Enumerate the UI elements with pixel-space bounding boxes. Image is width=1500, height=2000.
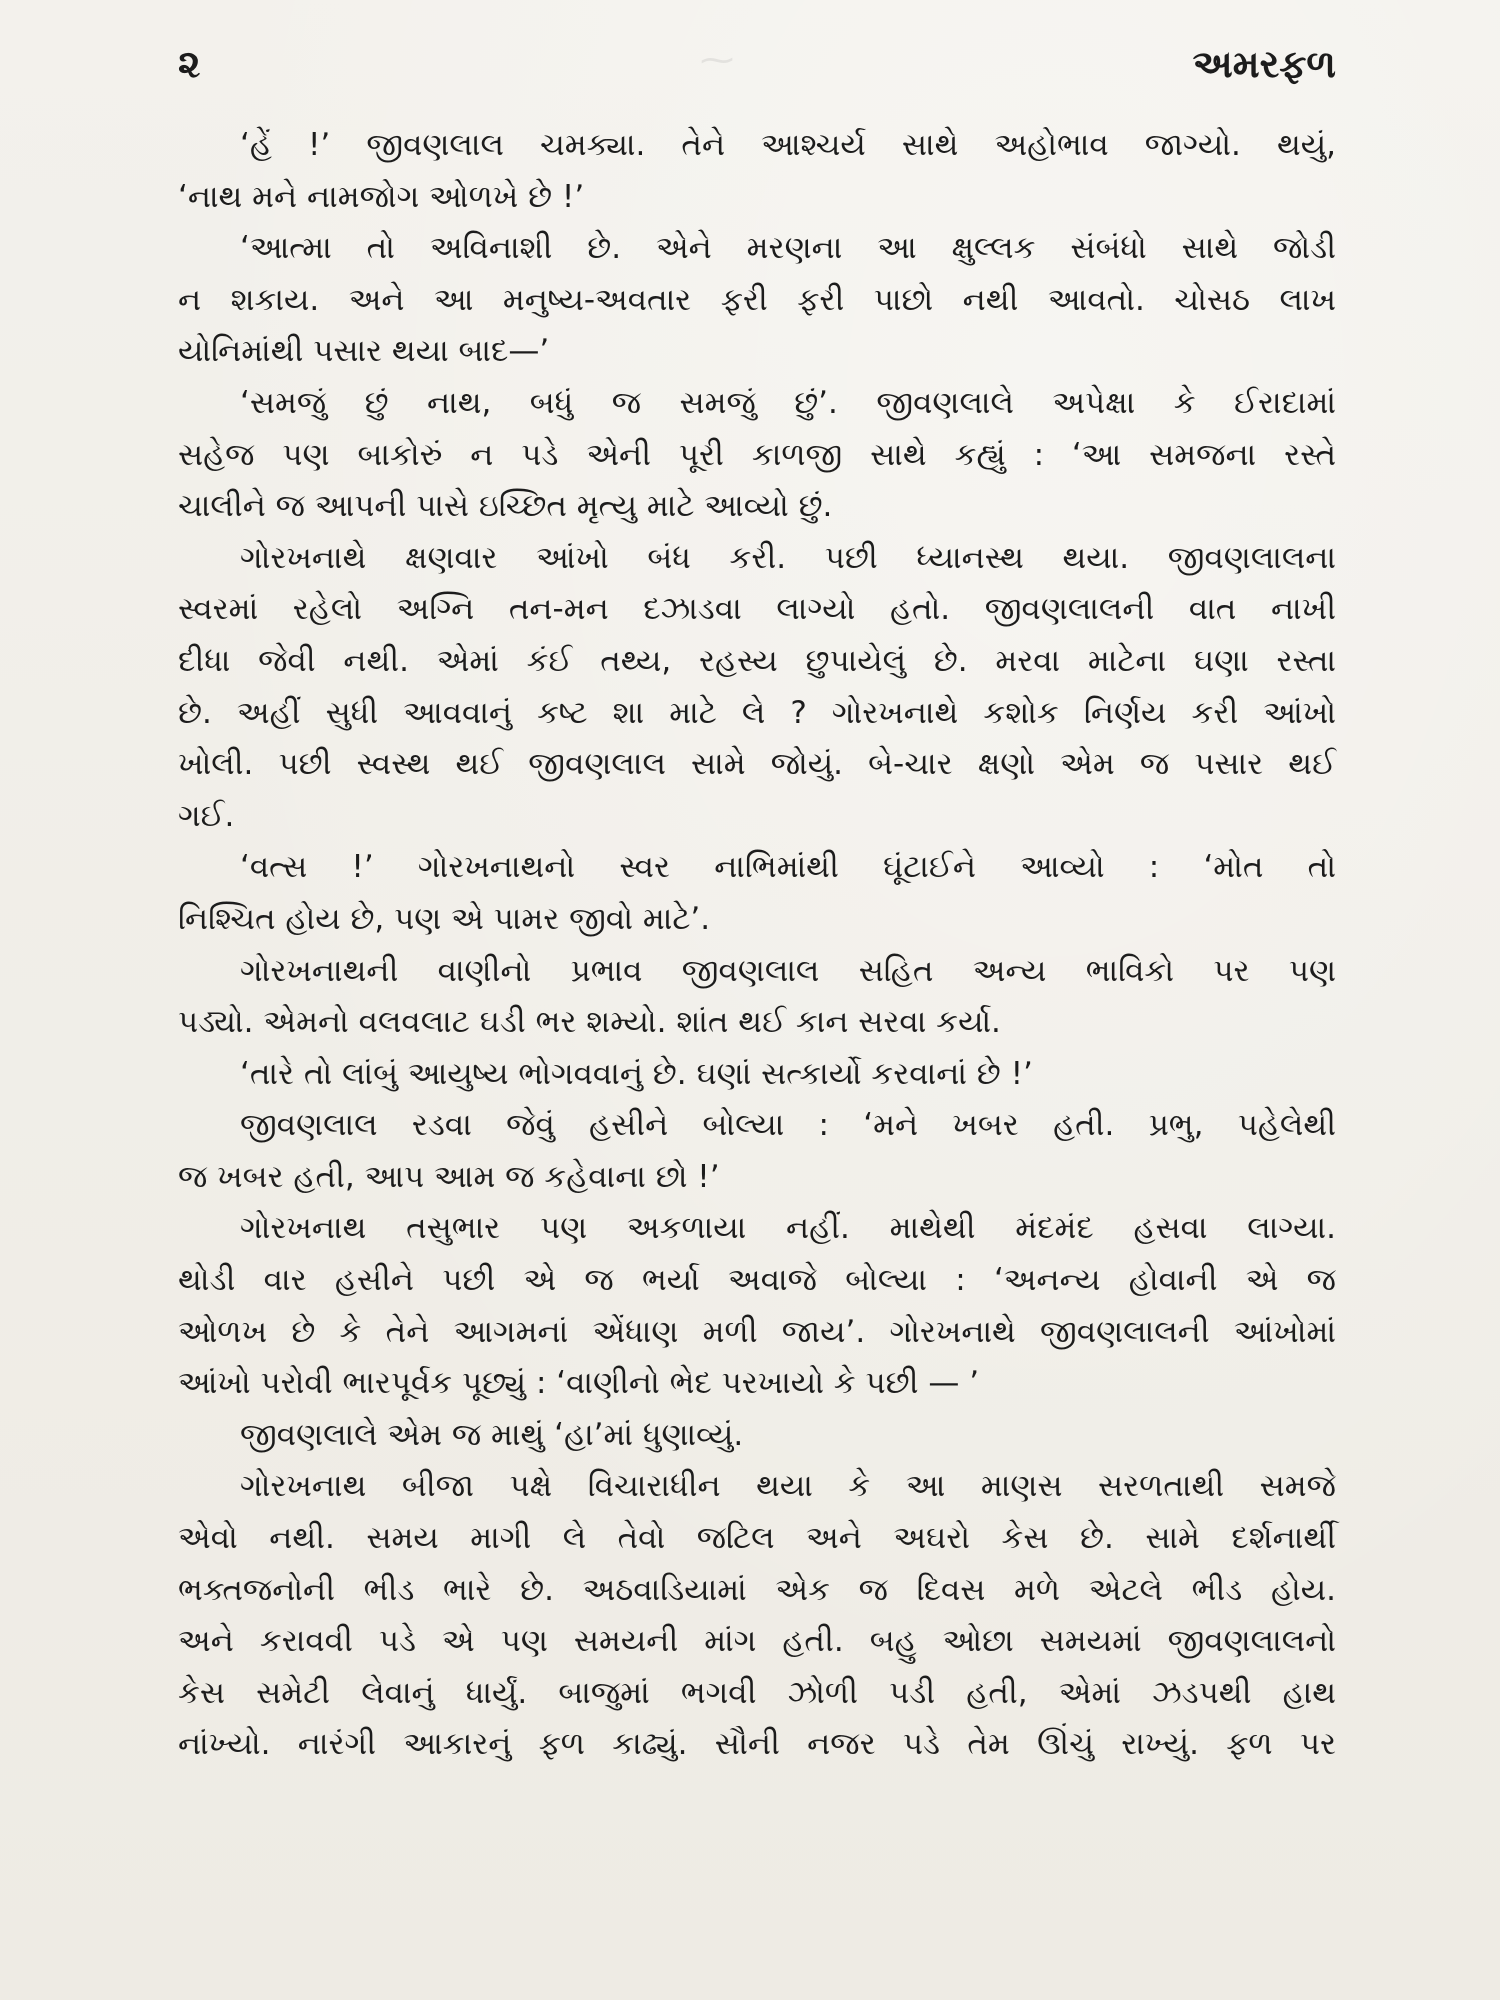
text-line: કેસ સમેટી લેવાનું ધાર્યું. બાજુમાં ભગવી ઝોળી પડી હતી, એમાં ઝડપથી હાથ xyxy=(178,1674,1336,1711)
bleed-through-mark: ⁓ xyxy=(700,40,734,80)
text-line: ગઈ. xyxy=(178,797,235,834)
page-header xyxy=(178,42,1336,102)
page-number: ૨ xyxy=(178,42,201,86)
text-line: ન શકાય. અને આ મનુષ્ય-અવતાર ફરી ફરી પાછો નથી આવતો. ચોસઠ લાખ xyxy=(178,281,1336,318)
text-line: ‘નાથ મને નામજોગ ઓળખે છે !’ xyxy=(178,178,585,215)
text-line: ગોરખનાથ બીજા પક્ષે વિચારાધીન થયા કે આ માણસ સરળતાથી સમજે xyxy=(240,1468,1336,1505)
text-line: નાંખ્યો. નારંગી આકારનું ફળ કાઢ્યું. સૌની નજર પડે તેમ ઊંચું રાખ્યું. ફળ પર xyxy=(178,1726,1336,1763)
text-line: એવો નથી. સમય માગી લે તેવો જટિલ અને અઘરો કેસ છે. સામે દર્શનાર્થી xyxy=(178,1520,1336,1557)
text-line: ‘આત્મા તો અવિનાશી છે. એને મરણના આ ક્ષુલ્લક સંબંધો સાથે જોડી xyxy=(240,230,1336,267)
text-line: ‘વત્સ !’ ગોરખનાથનો સ્વર નાભિમાંથી ઘૂંટાઈને આવ્યો : ‘મોત તો xyxy=(240,849,1336,886)
text-line: આંખો પરોવી ભારપૂર્વક પૂછ્યું : ‘વાણીનો ભેદ પરખાયો કે પછી — ’ xyxy=(178,1365,980,1402)
text-line: સહેજ પણ બાકોરું ન પડે એની પૂરી કાળજી સાથે કહ્યું : ‘આ સમજના રસ્તે xyxy=(178,436,1336,473)
text-line: જીવણલાલ રડવા જેવું હસીને બોલ્યા : ‘મને ખબર હતી. પ્રભુ, પહેલેથી xyxy=(240,1107,1336,1144)
text-line: નિશ્ચિત હોય છે, પણ એ પામર જીવો માટે’. xyxy=(178,900,711,937)
text-line: થોડી વાર હસીને પછી એ જ ભર્યા અવાજે બોલ્યા : ‘અનન્ય હોવાની એ જ xyxy=(178,1262,1336,1299)
text-line: ભક્તજનોની ભીડ ભારે છે. અઠવાડિયામાં એક જ દિવસ મળે એટલે ભીડ હોય. xyxy=(178,1571,1336,1608)
text-line: ગોરખનાથની વાણીનો પ્રભાવ જીવણલાલ સહિત અન્ય ભાવિકો પર પણ xyxy=(240,952,1336,989)
text-line: ગોરખનાથ તસુભાર પણ અકળાયા નહીં. માથેથી મંદમંદ હસવા લાગ્યા. xyxy=(240,1210,1336,1247)
text-line: સ્વરમાં રહેલો અગ્નિ તન-મન દઝાડવા લાગ્યો હતો. જીવણલાલની વાત નાખી xyxy=(178,591,1336,628)
text-line: જ ખબર હતી, આપ આમ જ કહેવાના છો !’ xyxy=(178,1158,720,1195)
text-line: ઓળખ છે કે તેને આગમનાં એંધાણ મળી જાય’. ગોરખનાથે જીવણલાલની આંખોમાં xyxy=(178,1313,1336,1350)
text-line: ખોલી. પછી સ્વસ્થ થઈ જીવણલાલ સામે જોયું. બે-ચાર ક્ષણો એમ જ પસાર થઈ xyxy=(178,746,1336,783)
text-line: જીવણલાલે એમ જ માથું ‘હા’માં ધુણાવ્યું. xyxy=(240,1416,744,1453)
text-line: છે. અહીં સુધી આવવાનું કષ્ટ શા માટે લે ? ગોરખનાથે કશોક નિર્ણય કરી આંખો xyxy=(178,694,1336,731)
text-line: ‘તારે તો લાંબું આયુષ્ય ભોગવવાનું છે. ઘણાં સત્કાર્યો કરવાનાં છે !’ xyxy=(240,1055,1033,1092)
running-title: અમરફળ xyxy=(1192,42,1336,86)
text-line: અને કરાવવી પડે એ પણ સમયની માંગ હતી. બહુ ઓછા સમયમાં જીવણલાલનો xyxy=(178,1623,1336,1660)
text-line: ‘સમજું છું નાથ, બધું જ સમજું છું’. જીવણલાલે અપેક્ષા કે ઈરાદામાં xyxy=(240,384,1336,421)
text-line: પડ્યો. એમનો વલવલાટ ઘડી ભર શમ્યો. શાંત થઈ કાન સરવા કર્યા. xyxy=(178,1004,1001,1041)
text-line: ‘હેં !’ જીવણલાલ ચમક્યા. તેને આશ્ચર્ય સાથે અહોભાવ જાગ્યો. થયું, xyxy=(240,127,1336,163)
text-line: દીધા જેવી નથી. એમાં કંઈ તથ્ય, રહસ્ય છુપાયેલું છે. મરવા માટેના ઘણા રસ્તા xyxy=(178,642,1336,679)
text-line: ગોરખનાથે ક્ષણવાર આંખો બંધ કરી. પછી ધ્યાનસ્થ થયા. જીવણલાલના xyxy=(240,539,1336,576)
text-line: ચાલીને જ આપની પાસે ઇચ્છિત મૃત્યુ માટે આવ્યો છું. xyxy=(178,488,833,525)
text-line: યોનિમાંથી પસાર થયા બાદ—’ xyxy=(178,333,550,370)
body-text xyxy=(178,120,1336,1771)
